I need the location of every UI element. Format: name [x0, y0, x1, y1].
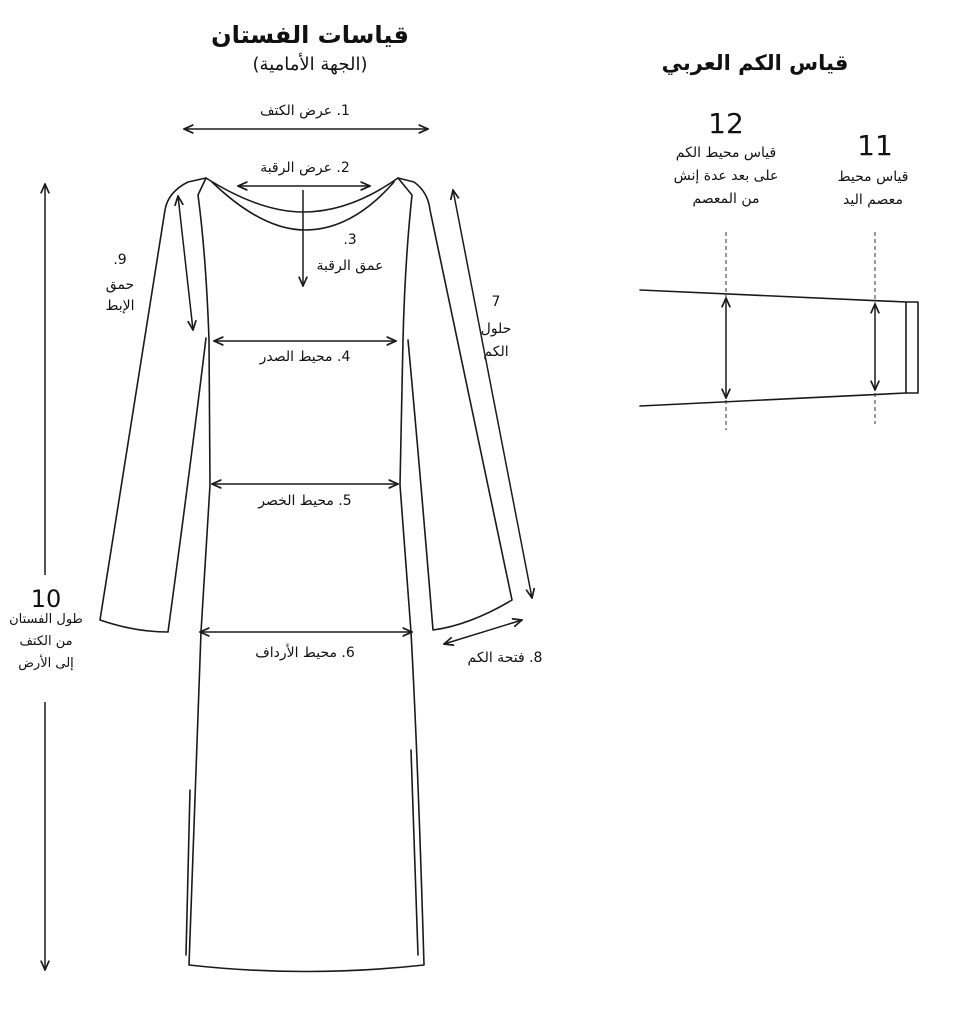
label-sleeve-length-l1: حلول: [480, 321, 512, 337]
label-neck-depth: عمق الرقبة: [316, 258, 384, 274]
label-dress-length-l3: إلى الأرض: [18, 656, 74, 671]
label-sleeve-circ-l2: على بعد عدة إنش: [673, 168, 779, 184]
label-waist: 5. محيط الخصر: [258, 493, 352, 509]
label-neck-depth-num: 3.: [343, 232, 357, 248]
label-dress-length-l1: طول الفستان: [9, 612, 83, 627]
sleeve-title: قياس الكم العربي: [661, 51, 849, 75]
left-slit: [186, 790, 190, 955]
dress-title: قياسات الفستان: [211, 21, 409, 49]
sleeve-body: [640, 290, 918, 406]
right-slit: [411, 750, 418, 955]
arrow-armhole: [178, 196, 193, 330]
arrow-sleeve-opening: [444, 620, 522, 644]
label-wrist-l1: قياس محيط: [837, 169, 909, 185]
dress-subtitle: (الجهة الأمامية): [252, 54, 368, 75]
label-sleeve-length-l2: الكم: [483, 344, 509, 360]
label-armhole-l1: حمق: [105, 277, 135, 293]
label-dress-length-l2: من الكتف: [19, 634, 73, 649]
dress-body: [189, 178, 424, 972]
label-dress-length-num: 10: [30, 585, 62, 613]
label-neck-width: 2. عرض الرقبة: [260, 160, 350, 176]
label-shoulder-width: 1. عرض الكتف: [260, 103, 350, 119]
label-sleeve-circ-l1: قياس محيط الكم: [675, 145, 777, 161]
arabic-sleeve-drawing: [640, 232, 918, 430]
left-sleeve: [100, 178, 206, 632]
dress-outline: [100, 178, 512, 972]
label-sleeve-opening: 8. فتحة الكم: [467, 650, 543, 666]
arrow-sleeve-length: [453, 190, 532, 598]
label-armhole-l2: الإبط: [105, 298, 135, 314]
label-hips: 6. محيط الأرداف: [255, 645, 355, 661]
label-chest: 4. محيط الصدر: [259, 349, 351, 365]
label-armhole-num: 9.: [113, 252, 127, 268]
label-sleeve-circ-l3: من المعصم: [692, 191, 760, 207]
label-sleeve-circ-num: 12: [708, 107, 744, 140]
label-sleeve-length-num: 7: [491, 294, 501, 310]
label-wrist-num: 11: [857, 129, 893, 162]
label-wrist-l2: معصم اليد: [843, 192, 903, 208]
